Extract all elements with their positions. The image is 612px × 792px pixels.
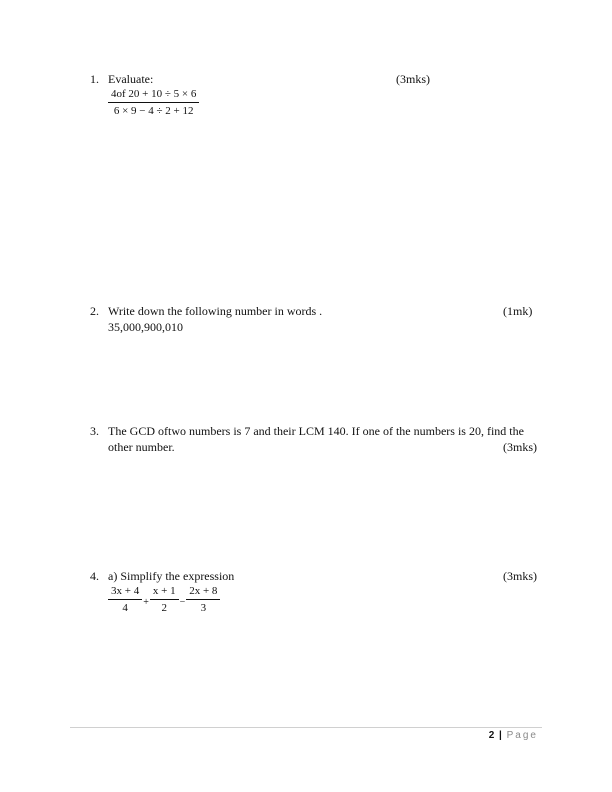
question-text: Write down the following number in words . (108, 304, 323, 318)
question-text: The GCD oftwo numbers is 7 and their LCM 140. If one of the numbers is 20, find the (108, 424, 524, 438)
fraction-denominator: 3 (200, 602, 207, 614)
fraction-1 (108, 585, 142, 615)
fraction-denominator: 4 (122, 602, 128, 614)
marks-label: (3mks) (503, 440, 537, 454)
fraction-3 (186, 585, 220, 615)
math-expression (108, 88, 199, 118)
question-number: 1. (90, 72, 99, 86)
page-number: 2 (488, 730, 495, 741)
footer-separator: | (499, 730, 502, 741)
fraction-denominator: 6 × 9 − 4 ÷ 2 + 12 (113, 105, 194, 117)
fraction-2 (150, 585, 179, 615)
fraction-numerator: 4of 20 + 10 ÷ 5 × 6 (108, 88, 199, 103)
question-text: Evaluate: (108, 72, 154, 86)
question-text-continued: other number. (108, 440, 175, 454)
question-number: 4. (90, 569, 99, 583)
fraction-denominator: 2 (161, 602, 167, 614)
page-footer (489, 730, 538, 741)
fraction-numerator: x + 1 (150, 585, 179, 600)
fraction-numerator: 3x + 4 (108, 585, 142, 600)
marks-label: (3mks) (503, 569, 537, 583)
page-label: Page (506, 730, 538, 741)
footer-divider (70, 727, 542, 728)
minus-operator: − (179, 596, 186, 608)
fraction-numerator: 2x + 8 (186, 585, 220, 600)
marks-label: (3mks) (396, 72, 430, 86)
question-text: a) Simplify the expression (108, 569, 235, 583)
question-number: 2. (90, 304, 99, 318)
number-value: 35,000,900,010 (108, 320, 183, 334)
fraction (108, 88, 199, 118)
marks-label: (1mk) (503, 304, 533, 318)
plus-operator: + (143, 596, 149, 608)
math-expression (108, 585, 220, 615)
question-number: 3. (90, 424, 99, 438)
